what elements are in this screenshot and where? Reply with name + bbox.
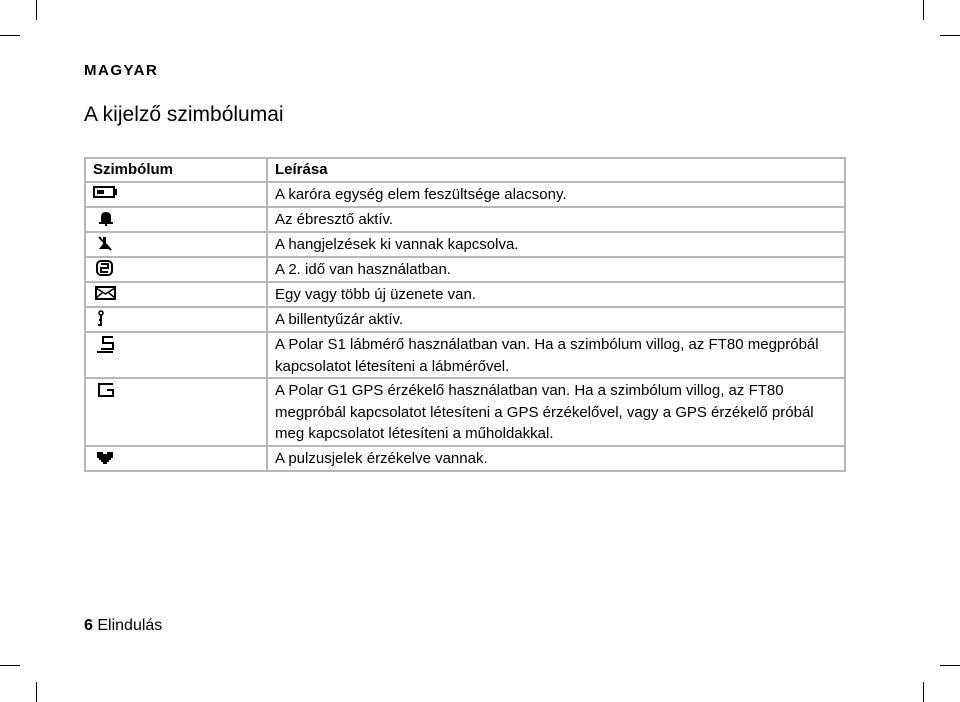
second-time-icon xyxy=(93,260,259,276)
alarm-bell-icon xyxy=(93,210,259,226)
battery-low-icon xyxy=(93,185,259,199)
key-icon xyxy=(93,310,259,326)
description: A Polar G1 GPS érzékelő használatban van. Ha a szimbólum villog, az FT80 megpróbál kapcsolatot létesíteni a GPS érzékelővel, vagy a GPS érzékelő próbál meg kapcsolatot létesíteni a műholdakkal. xyxy=(267,378,845,446)
table-row xyxy=(85,282,845,307)
crop-mark xyxy=(0,35,20,36)
page-footer xyxy=(84,617,162,635)
description: A 2. idő van használatban. xyxy=(267,257,845,282)
sound-off-icon xyxy=(93,235,259,251)
description: Az ébresztő aktív. xyxy=(267,207,845,232)
g1-gps-icon xyxy=(93,381,259,399)
table-row xyxy=(85,207,845,232)
crop-mark xyxy=(940,665,960,666)
page-number: 6 xyxy=(84,617,93,634)
table-row xyxy=(85,182,845,207)
crop-mark xyxy=(36,682,37,702)
envelope-icon xyxy=(93,285,259,301)
section-label: MAGYAR xyxy=(84,62,159,79)
description: A Polar S1 lábmérő használatban van. Ha a szimbólum villog, az FT80 megpróbál kapcsolatot létesíteni a lábmérővel. xyxy=(267,332,845,378)
crop-mark xyxy=(0,665,20,666)
crop-mark xyxy=(940,35,960,36)
crop-mark xyxy=(923,682,924,702)
table-row xyxy=(85,332,845,378)
symbols-table xyxy=(84,157,846,472)
table-row xyxy=(85,307,845,332)
footer-section: Elindulás xyxy=(97,617,163,634)
s1-sensor-icon xyxy=(93,335,259,353)
table-header-row xyxy=(85,158,845,182)
table-row xyxy=(85,257,845,282)
crop-mark xyxy=(36,0,37,20)
description: A karóra egység elem feszültsége alacsony. xyxy=(267,182,845,207)
page-title: A kijelző szimbólumai xyxy=(84,103,284,126)
heart-icon xyxy=(93,449,259,465)
column-header-description: Leírása xyxy=(267,158,845,182)
table-row xyxy=(85,378,845,446)
description: A hangjelzések ki vannak kapcsolva. xyxy=(267,232,845,257)
table-row xyxy=(85,232,845,257)
column-header-symbol: Szimbólum xyxy=(85,158,267,182)
table-row xyxy=(85,446,845,471)
description: A billentyűzár aktív. xyxy=(267,307,845,332)
description: Egy vagy több új üzenete van. xyxy=(267,282,845,307)
description: A pulzusjelek érzékelve vannak. xyxy=(267,446,845,471)
crop-mark xyxy=(923,0,924,20)
